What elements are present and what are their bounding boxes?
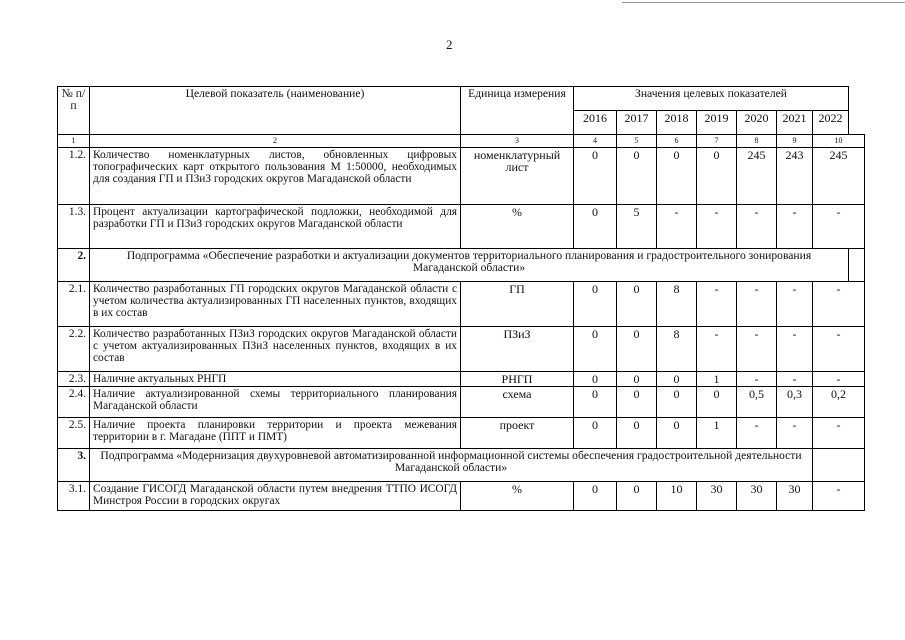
col-index: 3 (461, 135, 574, 148)
table-row (58, 327, 865, 372)
value-cell: 0 (617, 372, 657, 387)
col-index: 2 (90, 135, 461, 148)
header-values: Значения целевых показателей (574, 87, 849, 111)
table-row (58, 148, 865, 205)
table-row (58, 205, 865, 249)
indicator-name: Количество разработанных ГП городских округов Магаданской области с учетом количества актуализированных ГП населенных пунктов, входящих в их состав (90, 282, 461, 327)
value-cell: 0 (657, 387, 697, 418)
indicator-name: Процент актуализации картографической подложки, необходимой для разработки ГП и ПЗиЗ городских округов Магаданской области (90, 205, 461, 249)
value-cell: 10 (657, 482, 697, 511)
value-cell: 0 (574, 282, 617, 327)
unit-cell: проект (461, 418, 574, 449)
value-cell: 0 (697, 148, 737, 205)
row-number: 1.3. (58, 205, 90, 249)
page-number: 2 (446, 37, 453, 52)
value-cell: - (697, 327, 737, 372)
value-cell: 0,3 (777, 387, 813, 418)
column-index-row (58, 135, 865, 148)
value-cell: - (737, 418, 777, 449)
table-row (58, 372, 865, 387)
section-number: 2. (58, 249, 90, 282)
value-cell: - (737, 282, 777, 327)
row-number: 2.5. (58, 418, 90, 449)
value-cell: 0 (574, 372, 617, 387)
year-2020: 2020 (737, 111, 777, 135)
value-cell: 1 (697, 418, 737, 449)
unit-cell: ПЗиЗ (461, 327, 574, 372)
value-cell: 0 (617, 418, 657, 449)
section-row (58, 449, 865, 482)
value-cell: 0 (574, 327, 617, 372)
section-title: Подпрограмма «Обеспечение разработки и актуализации документов территориального планирования и градостроительного зонирования Магаданской области» (90, 249, 849, 282)
value-cell: - (813, 327, 865, 372)
value-cell: - (813, 205, 865, 249)
value-cell: - (777, 418, 813, 449)
col-index: 1 (58, 135, 90, 148)
section-end-cell (813, 449, 865, 482)
value-cell: - (697, 282, 737, 327)
unit-cell: ГП (461, 282, 574, 327)
unit-cell: % (461, 205, 574, 249)
value-cell: 30 (697, 482, 737, 511)
section-number: 3. (58, 449, 90, 482)
year-2018: 2018 (657, 111, 697, 135)
value-cell: 243 (777, 148, 813, 205)
row-number: 3.1. (58, 482, 90, 511)
value-cell: 1 (697, 372, 737, 387)
value-cell: 0 (617, 482, 657, 511)
row-number: 2.3. (58, 372, 90, 387)
col-index: 5 (617, 135, 657, 148)
value-cell: 0 (617, 282, 657, 327)
year-2019: 2019 (697, 111, 737, 135)
value-cell: 30 (737, 482, 777, 511)
indicator-name: Наличие проекта планировки территории и проекта межевания территории в г. Магадане (ППТ и ПМТ) (90, 418, 461, 449)
value-cell: - (813, 418, 865, 449)
section-title: Подпрограмма «Модернизация двухуровневой автоматизированной информационной системы обеспечения градостроительной деятельности Магаданской области» (90, 449, 813, 482)
value-cell: 0 (697, 387, 737, 418)
value-cell: 0,5 (737, 387, 777, 418)
table-row (58, 418, 865, 449)
value-cell: 245 (737, 148, 777, 205)
value-cell: 30 (777, 482, 813, 511)
table-row (58, 387, 865, 418)
value-cell: 5 (617, 205, 657, 249)
col-index: 4 (574, 135, 617, 148)
unit-cell: РНГП (461, 372, 574, 387)
value-cell: 0 (657, 148, 697, 205)
value-cell: 0 (657, 372, 697, 387)
value-cell: - (777, 282, 813, 327)
row-number: 2.1. (58, 282, 90, 327)
section-end-cell (849, 249, 865, 282)
header-row-1 (58, 87, 865, 111)
value-cell: - (737, 205, 777, 249)
section-row (58, 249, 865, 282)
unit-cell: номенклатурный лист (461, 148, 574, 205)
year-2021: 2021 (777, 111, 813, 135)
value-cell: 0 (617, 148, 657, 205)
value-cell: - (813, 482, 865, 511)
value-cell: 8 (657, 282, 697, 327)
value-cell: 0 (657, 418, 697, 449)
year-2022: 2022 (813, 111, 849, 135)
col-index: 6 (657, 135, 697, 148)
header-unit: Единица измерения (461, 87, 574, 135)
unit-cell: схема (461, 387, 574, 418)
indicator-name: Наличие актуализированной схемы территориального планирования Магаданской области (90, 387, 461, 418)
table-row (58, 282, 865, 327)
right-gap (849, 87, 865, 135)
unit-cell: % (461, 482, 574, 511)
value-cell: - (813, 372, 865, 387)
col-index: 8 (737, 135, 777, 148)
indicator-name: Наличие актуальных РНГП (90, 372, 461, 387)
value-cell: 0 (574, 387, 617, 418)
indicator-name: Количество разработанных ПЗиЗ городских округов Магаданской области с учетом актуализированных ПЗиЗ населенных пунктов, входящих в их состав (90, 327, 461, 372)
top-edge-line (622, 2, 905, 3)
row-number: 2.2. (58, 327, 90, 372)
value-cell: 0 (617, 327, 657, 372)
year-2017: 2017 (617, 111, 657, 135)
value-cell: 8 (657, 327, 697, 372)
col-index: 10 (813, 135, 865, 148)
header-no: № п/п (58, 87, 90, 135)
value-cell: - (697, 205, 737, 249)
header-indicator: Целевой показатель (наименование) (90, 87, 461, 135)
value-cell: 245 (813, 148, 865, 205)
value-cell: 0 (574, 482, 617, 511)
col-index: 7 (697, 135, 737, 148)
year-2016: 2016 (574, 111, 617, 135)
indicator-name: Количество номенклатурных листов, обновленных цифровых топографических карт открытого пользования М 1:50000, необходимых для создания ГП и ПЗиЗ городских округов Магаданской области (90, 148, 461, 205)
value-cell: - (777, 327, 813, 372)
indicator-name: Создание ГИСОГД Магаданской области путем внедрения ТТПО ИСОГД Минстроя России в городских округах (90, 482, 461, 511)
value-cell: - (657, 205, 697, 249)
col-index: 9 (777, 135, 813, 148)
value-cell: - (813, 282, 865, 327)
table-row (58, 482, 865, 511)
value-cell: 0 (617, 387, 657, 418)
row-number: 2.4. (58, 387, 90, 418)
value-cell: 0,2 (813, 387, 865, 418)
value-cell: 0 (574, 148, 617, 205)
value-cell: - (777, 372, 813, 387)
value-cell: - (777, 205, 813, 249)
value-cell: - (737, 327, 777, 372)
value-cell: 0 (574, 205, 617, 249)
indicators-table (57, 86, 865, 511)
value-cell: 0 (574, 418, 617, 449)
row-number: 1.2. (58, 148, 90, 205)
value-cell: - (737, 372, 777, 387)
